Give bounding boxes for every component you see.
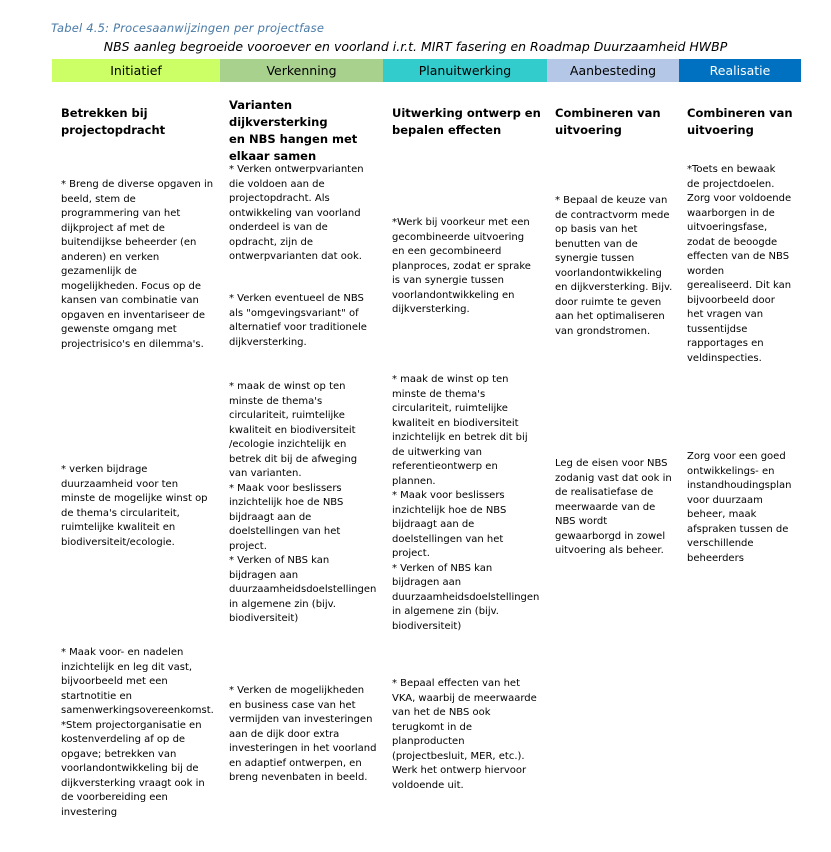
cell-realisatie-2: Zorg voor een goed ontwikkelings- en instandhoudingsplan voor duurzaam beheer, maak afspraken tussen de verschillende beheerders [687, 451, 792, 564]
table-caption: Tabel 4.5: Procesaanwijzingen per projectfase [51, 21, 325, 35]
phase-realisatie: Realisatie [679, 59, 801, 82]
phase-bar [52, 59, 801, 82]
phase-initiatief: Initiatief [52, 59, 220, 82]
header-realisatie: Combineren van uitvoering [687, 106, 793, 137]
cell-initiatief-1: * Breng de diverse opgaven in beeld, stem de programmering van het dijkproject af met de buitendijkse beheerder (en anderen) en verken gezamenlijk de mogelijkheden. Focus op de kansen van combinatie van opgaven en inventariseer de gewenste omgang met projectrisico's en dilemma's. [61, 179, 214, 350]
cell-aanbesteding-2: Leg de eisen voor NBS zodanig vast dat ook in de realisatiefase de meerwaarde van de NBS wordt gewaarborgd in zowel uitvoering als beheer. [555, 458, 672, 556]
header-planuitwerking: Uitwerking ontwerp en bepalen effecten [392, 106, 541, 137]
header-verkenning: Varianten dijkversterking en NBS hangen met elkaar samen [229, 98, 358, 163]
table-subtitle: NBS aanleg begroeide vooroever en voorland i.r.t. MIRT fasering en Roadmap Duurzaamheid HWBP [103, 39, 728, 54]
cell-verkenning-1: * Verken ontwerpvarianten die voldoen aan de projectopdracht. Als ontwikkeling van voorland onderdeel is van de opdracht, zijn de ontwerpvarianten dat ook. [229, 164, 364, 262]
cell-initiatief-2: * verken bijdrage duurzaamheid voor ten minste de mogelijke winst op de thema's circulariteit, ruimtelijke kwaliteit en biodiversiteit/ecologie. [61, 464, 208, 548]
phase-planuitwerking: Planuitwerking [383, 59, 547, 82]
cell-verkenning-2: * Verken eventueel de NBS als "omgevingsvariant" of alternatief voor traditionele dijkversterking. [229, 293, 367, 348]
cell-realisatie-1: *Toets en bewaak de projectdoelen. Zorg voor voldoende waarborgen in de uitvoeringsfase, zodat de beoogde effecten van de NBS worden gerealiseerd. Dit kan bijvoorbeeld door het vragen van tussentijdse rapportages en veldinspecties. [687, 164, 792, 364]
cell-verkenning-3: * maak de winst op ten minste de thema's circulariteit, ruimtelijke kwaliteit en biodiversiteit /ecologie inzichtelijk en betrek dit bij de afweging van varianten. * Maak voor beslissers inzichtelijk hoe de NBS bijdraagt aan de doelstellingen van het project. * Verken of NBS kan bijdragen aan duurzaamheidsdoelstellingen in algemene zin (bijv. biodiversiteit) [229, 381, 377, 624]
cell-verkenning-4: * Verken de mogelijkheden en business case van het vermijden van investeringen aan de dijk door extra investeringen in het voorland en adaptief ontwerpen, en breng nevenbaten in beeld. [229, 685, 377, 783]
cell-aanbesteding-1: * Bepaal de keuze van de contractvorm mede op basis van het benutten van de synergie tussen voorlandontwikkeling en dijkversterking. Bijv. door ruimte te geven aan het optimaliseren van grondstromen. [555, 195, 673, 337]
cell-planuitwerking-3: * Bepaal effecten van het VKA, waarbij de meerwaarde van het de NBS ook terugkomt in de planproducten (projectbesluit, MER, etc.). Werk het ontwerp hiervoor voldoende uit. [392, 678, 537, 791]
header-initiatief: Betrekken bij projectopdracht [61, 106, 166, 137]
cell-planuitwerking-2: * maak de winst op ten minste de thema's circulariteit, ruimtelijke kwaliteit en biodiversiteit inzichtelijk en betrek dit bij de uitwerking van referentieontwerp en plannen. * Maak voor beslissers inzichtelijk hoe de NBS bijdraagt aan de doelstellingen van het project. * Verken of NBS kan bijdragen aan duurzaamheidsdoelstellingen in algemene zin (bijv. biodiversiteit) [392, 374, 540, 632]
cell-planuitwerking-1: *Werk bij voorkeur met een gecombineerde uitvoering en een gecombineerd planproces, zodat er sprake is van synergie tussen voorlandontwikkeling en dijkversterking. [392, 217, 531, 315]
phase-verkenning: Verkenning [220, 59, 383, 82]
cell-initiatief-3: * Maak voor- en nadelen inzichtelijk en leg dit vast, bijvoorbeeld met een startnotitie en samenwerkingsovereenkomst. *Stem projectorganisatie en kostenverdeling af op de opgave; betrekken van voorlandontwikkeling bij de dijkversterking vraagt ook in de voorbereiding een investering [61, 647, 214, 818]
phase-aanbesteding: Aanbesteding [547, 59, 679, 82]
header-aanbesteding: Combineren van uitvoering [555, 106, 661, 137]
